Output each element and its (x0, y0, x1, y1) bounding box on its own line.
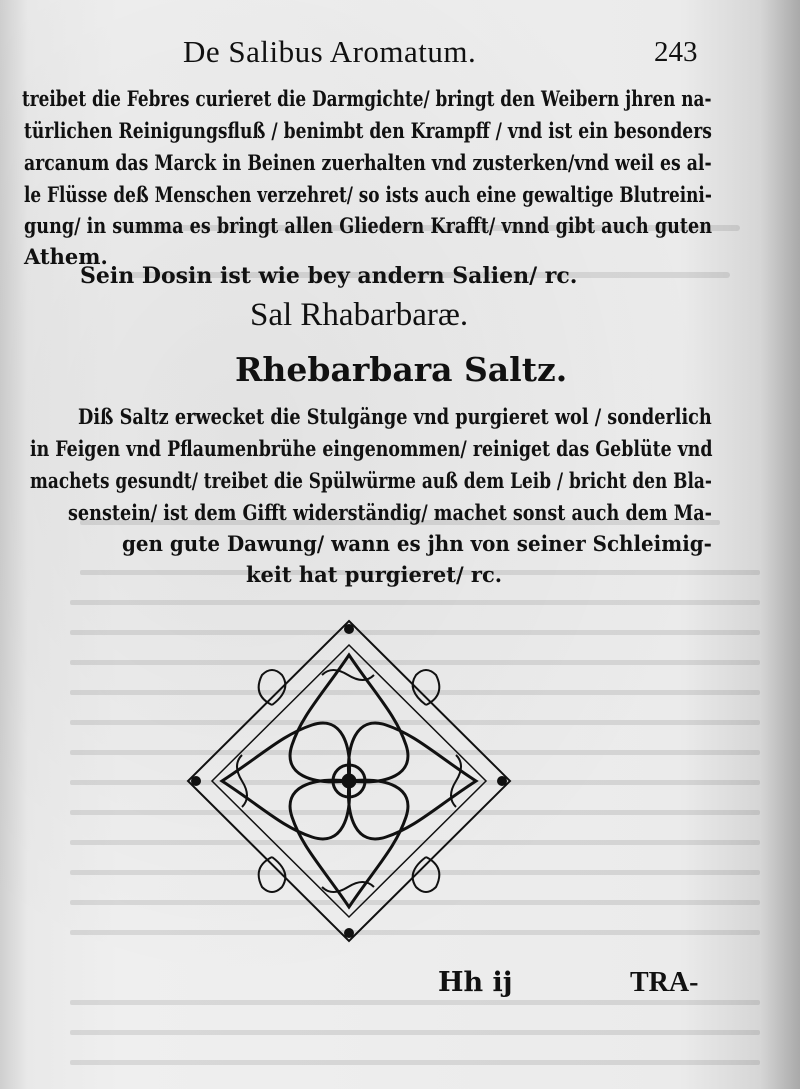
section-title-german: Rhebarbara Saltz. (235, 350, 568, 389)
text-line: in Feigen vnd Pflaumenbrühe eingenommen/ reiniget das Geblüte vnd (30, 436, 713, 461)
text-line: keit hat purgieret/ rc. (246, 562, 503, 587)
text-line: le Flüsse deß Menschen verzehret/ so ists auch eine gewaltige Blutreini- (24, 182, 712, 207)
diamond-fleuron-ornament-icon (182, 615, 516, 947)
text-line: Athem. (24, 244, 108, 269)
catchword: TRA- (630, 967, 699, 998)
text-line: treibet die Febres curieret die Darmgichte/ bringt den Weibern jhren na- (22, 86, 712, 111)
page-number: 243 (654, 36, 698, 68)
text-line: senstein/ ist dem Gifft widerständig/ machet sonst auch dem Ma- (68, 500, 712, 525)
text-line: arcanum das Marck in Beinen zuerhalten vnd zusterken/vnd weil es al- (24, 150, 712, 175)
running-title: De Salibus Aromatum. (183, 34, 477, 69)
section-title-latin: Sal Rhabarbaræ. (250, 297, 469, 333)
running-head (0, 34, 800, 74)
text-line: gung/ in summa es bringt allen Gliedern Krafft/ vnnd gibt auch guten (24, 213, 712, 238)
dose-line: Sein Dosin ist wie bey andern Salien/ rc. (80, 263, 578, 289)
signature-mark: Hh ij (438, 967, 513, 998)
text-line: gen gute Dawung/ wann es jhn von seiner Schleimig- (122, 531, 712, 556)
text-line: machets gesundt/ treibet die Spülwürme auß dem Leib / bricht den Bla- (30, 468, 712, 493)
text-line: Diß Saltz erwecket die Stulgänge vnd purgieret wol / sonderlich (78, 404, 712, 429)
text-line: türlichen Reinigungsfluß / benimbt den Krampff / vnd ist ein besonders (24, 118, 712, 143)
